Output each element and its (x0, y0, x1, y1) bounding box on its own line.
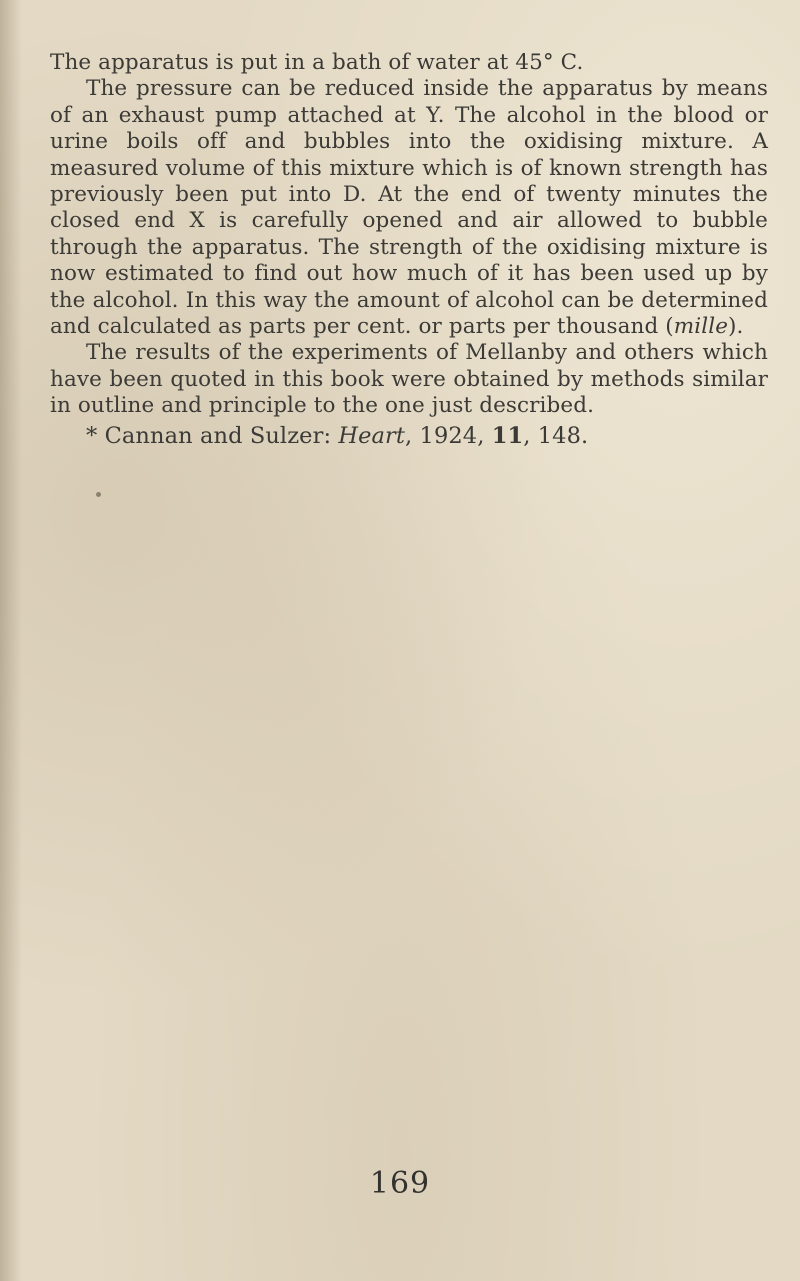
paragraph-method-text: The pressure can be reduced inside the apparatus by means of an exhaust pump attached at Y. The alcohol in the blood or urine boils off and bubbles into the oxidising mixture. A measured volume of this mixture which is of known strength has previously been put into D. At the end of twenty minutes the closed end X is carefully opened and air allowed to bubble through the apparatus. The strength of the oxidising mixture is now estimated to find out how much of it has been used up by the alcohol. In this way the amount of alcohol can be determined and calculated as parts per cent. or parts per thousand ( (50, 76, 768, 340)
paragraph-method-end: ). (728, 314, 744, 340)
footnote-page: , 148. (523, 422, 589, 449)
page-number: 169 (369, 1166, 431, 1201)
footnote-journal: Heart (338, 422, 406, 449)
footnote-volume: 11 (491, 422, 524, 449)
paragraph-results-text: The results of the experiments of Mellanby and others which have been quoted in this book were obtained by methods similar in outline and principle to the one just described. (50, 340, 768, 419)
paragraph-method (50, 76, 768, 340)
paper-speck (96, 492, 101, 497)
paragraph-results (50, 340, 768, 419)
intro-line-text: The apparatus is put in a bath of water at 45° C. (50, 50, 584, 75)
page-gutter-shadow (0, 0, 22, 1281)
footnote (50, 423, 768, 449)
intro-line (50, 50, 768, 76)
paragraph-method-italic: mille (673, 314, 729, 340)
footnote-authors: * Cannan and Sulzer: (86, 422, 339, 449)
page-text (50, 50, 768, 449)
footnote-year: , 1924, (405, 422, 492, 449)
